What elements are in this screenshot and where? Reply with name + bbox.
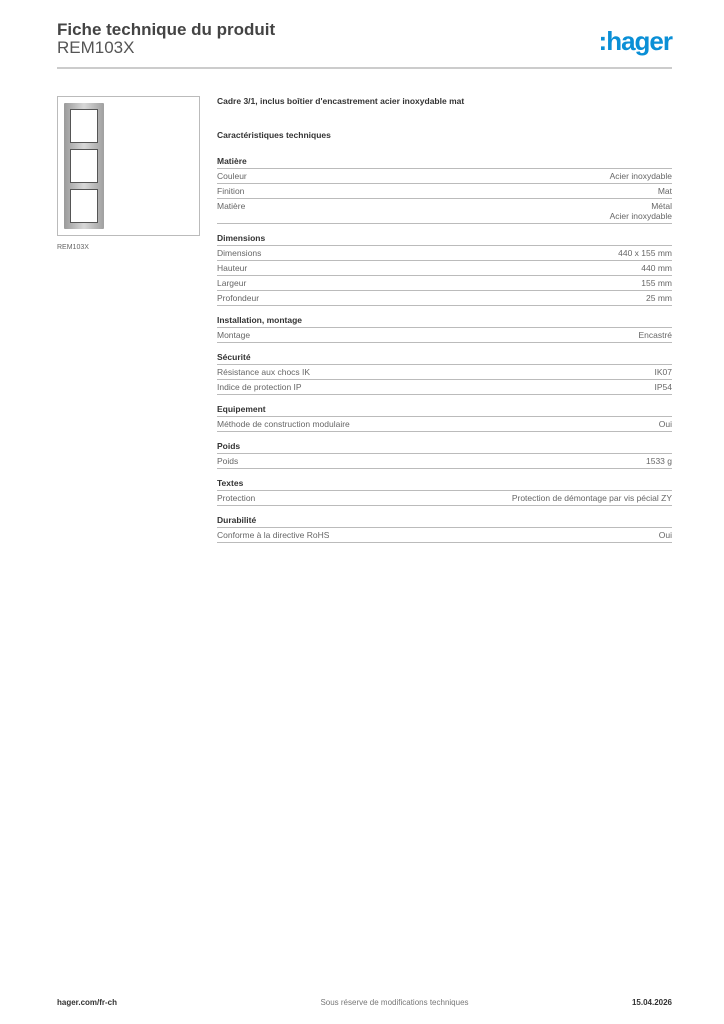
spec-value-line: 440 x 155 mm xyxy=(618,248,672,258)
spec-value-line: 155 mm xyxy=(641,278,672,288)
frame-opening xyxy=(70,189,98,223)
spec-value-line: Encastré xyxy=(638,330,672,340)
spec-label: Matière xyxy=(217,201,246,211)
spec-label: Hauteur xyxy=(217,263,248,273)
section-title: Durabilité xyxy=(217,515,672,528)
hager-logo: :hager xyxy=(598,26,672,56)
page-title: Fiche technique du produit xyxy=(57,20,276,39)
spec-value xyxy=(610,171,672,181)
spec-row xyxy=(217,276,672,291)
spec-label: Conforme à la directive RoHS xyxy=(217,530,330,540)
spec-value-line: IK07 xyxy=(654,367,672,377)
spec-label: Protection xyxy=(217,493,256,503)
spec-label: Profondeur xyxy=(217,293,260,303)
spec-section xyxy=(217,352,672,395)
spec-value xyxy=(659,530,672,540)
spec-row xyxy=(217,491,672,506)
characteristics-heading: Caractéristiques techniques xyxy=(217,130,331,140)
spec-label: Résistance aux chocs IK xyxy=(217,367,311,377)
spec-row xyxy=(217,291,672,306)
section-title: Poids xyxy=(217,441,672,454)
spec-value-line: Oui xyxy=(658,419,672,429)
spec-value xyxy=(659,419,672,429)
spec-label: Finition xyxy=(217,186,245,196)
spec-value xyxy=(610,201,672,221)
footer xyxy=(57,998,672,1007)
footer-website-link[interactable]: hager.com/fr-ch xyxy=(57,998,118,1007)
frame-opening xyxy=(70,109,98,143)
spec-content xyxy=(217,96,672,552)
spec-value-line: IP54 xyxy=(654,382,672,392)
spec-section xyxy=(217,233,672,306)
spec-value-line: Mat xyxy=(657,186,672,196)
frame-illustration xyxy=(64,103,104,229)
product-reference: REM103X xyxy=(57,38,135,57)
header-divider xyxy=(57,67,672,69)
spec-value xyxy=(512,493,672,503)
section-title: Dimensions xyxy=(217,233,672,246)
spec-row xyxy=(217,199,672,224)
spec-label: Indice de protection IP xyxy=(217,382,302,392)
spec-value xyxy=(638,330,672,340)
spec-row xyxy=(217,417,672,432)
spec-row xyxy=(217,328,672,343)
image-caption: REM103X xyxy=(57,244,89,251)
spec-label: Largeur xyxy=(217,278,247,288)
spec-row xyxy=(217,380,672,395)
spec-label: Poids xyxy=(217,456,239,466)
spec-row xyxy=(217,528,672,543)
spec-section xyxy=(217,156,672,224)
spec-section xyxy=(217,441,672,469)
spec-section xyxy=(217,315,672,343)
spec-value-line: Acier inoxydable xyxy=(609,171,672,181)
spec-value xyxy=(646,293,672,303)
spec-row xyxy=(217,365,672,380)
spec-value xyxy=(655,382,673,392)
spec-label: Dimensions xyxy=(217,248,262,258)
spec-row xyxy=(217,454,672,469)
product-description: Cadre 3/1, inclus boîtier d'encastrement acier inoxydable mat xyxy=(217,96,465,106)
spec-value xyxy=(646,456,672,466)
section-title: Sécurité xyxy=(217,352,672,365)
spec-value xyxy=(641,278,672,288)
spec-label: Méthode de construction modulaire xyxy=(217,419,350,429)
section-title: Installation, montage xyxy=(217,315,672,328)
spec-value-line: Oui xyxy=(658,530,672,540)
spec-row xyxy=(217,261,672,276)
spec-value-line: Métal xyxy=(651,201,672,211)
spec-value-line: 440 mm xyxy=(641,263,672,273)
spec-value xyxy=(618,248,672,258)
spec-value-line: 25 mm xyxy=(646,293,672,303)
spec-value xyxy=(641,263,672,273)
spec-section xyxy=(217,515,672,543)
spec-value xyxy=(658,186,672,196)
spec-row xyxy=(217,169,672,184)
spec-label: Montage xyxy=(217,330,251,340)
footer-notice: Sous réserve de modifications techniques xyxy=(320,998,469,1007)
spec-section xyxy=(217,478,672,506)
spec-value-line: Acier inoxydable xyxy=(609,211,672,221)
spec-section xyxy=(217,404,672,432)
spec-row xyxy=(217,184,672,199)
product-image xyxy=(57,96,200,236)
spec-value xyxy=(655,367,673,377)
footer-date: 15.04.2026 xyxy=(631,998,672,1007)
section-title: Textes xyxy=(217,478,672,491)
spec-value-line: Protection de démontage par vis pécial ZY xyxy=(511,493,672,503)
section-title: Equipement xyxy=(217,404,672,417)
section-title: Matière xyxy=(217,156,672,169)
spec-label: Couleur xyxy=(217,171,247,181)
spec-value-line: 1533 g xyxy=(646,456,672,466)
spec-sections xyxy=(217,156,672,543)
frame-opening xyxy=(70,149,98,183)
spec-row xyxy=(217,246,672,261)
